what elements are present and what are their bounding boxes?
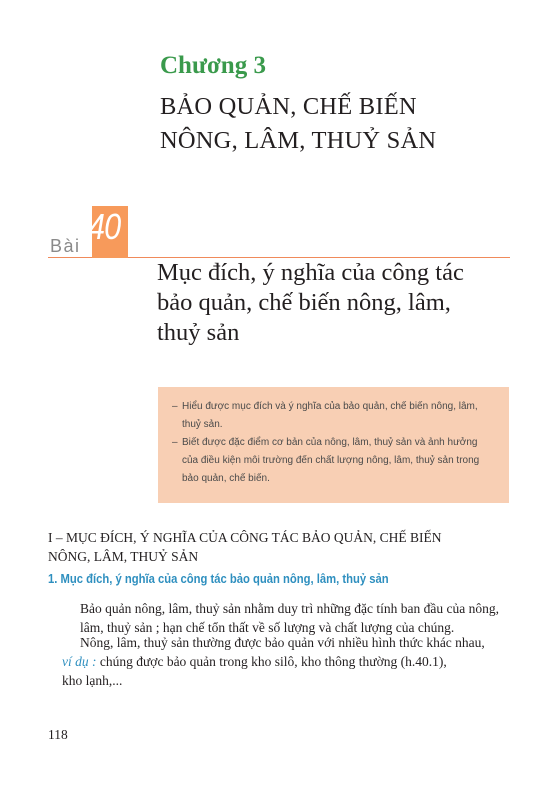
paragraph-line: Nông, lâm, thuỷ sản thường được bảo quản với nhiều hình thức khác nhau, [80,635,485,650]
objective-item [172,398,502,434]
objective-line: thuỷ sản. [182,419,223,430]
objective-line: bảo quản, chế biến. [182,473,270,484]
objective-dash: – [172,437,178,448]
objective-line: Biết được đặc điểm cơ bản của nông, lâm, thuỷ sản và ảnh hưởng [182,437,478,448]
chapter-title-line: NÔNG, LÂM, THUỶ SẢN [160,127,437,154]
paragraph-line [62,652,508,671]
objective-line: Hiểu được mục đích và ý nghĩa của bảo quản, chế biến nông, lâm, [182,401,478,412]
objective-item [172,434,502,488]
example-label: ví dụ : [62,654,97,669]
section-heading-line: I – MỤC ĐÍCH, Ý NGHĨA CỦA CÔNG TÁC BẢO QUẢN, CHẾ BIẾN [48,530,442,545]
subheading: 1. Mục đích, ý nghĩa của công tác bảo quản nông, lâm, thuỷ sản [48,572,389,586]
chapter-title-line: BẢO QUẢN, CHẾ BIẾN [160,93,417,120]
chapter-label: Chương 3 [160,52,266,79]
lesson-title-line: thuỷ sản [157,319,240,346]
objective-dash: – [172,401,178,412]
paragraph [62,633,508,690]
lesson-title [157,258,537,348]
paragraph-line: lâm, thuỷ sản ; hạn chế tổn thất về số lượng và chất lượng của chúng. [80,620,455,635]
lesson-number: 40 [88,206,121,247]
page-number: 118 [48,727,68,742]
section-heading-line: NÔNG, LÂM, THUỶ SẢN [48,549,199,564]
lesson-title-line: bảo quản, chế biến nông, lâm, [157,289,451,316]
paragraph [80,599,508,637]
chapter-title [160,90,436,158]
paragraph-text: chúng được bảo quản trong kho silô, kho thông thường (h.40.1), [96,654,447,669]
paragraph-line: kho lạnh,... [62,673,123,688]
lesson-title-line: Mục đích, ý nghĩa của công tác [157,259,464,286]
paragraph-line: Bảo quản nông, lâm, thuỷ sản nhằm duy trì những đặc tính ban đầu của nông, [80,601,499,616]
lesson-word: Bài [50,236,81,256]
objective-line: của điều kiện môi trường đến chất lượng nông, lâm, thuỷ sản trong [182,455,480,466]
section-heading [48,528,518,566]
